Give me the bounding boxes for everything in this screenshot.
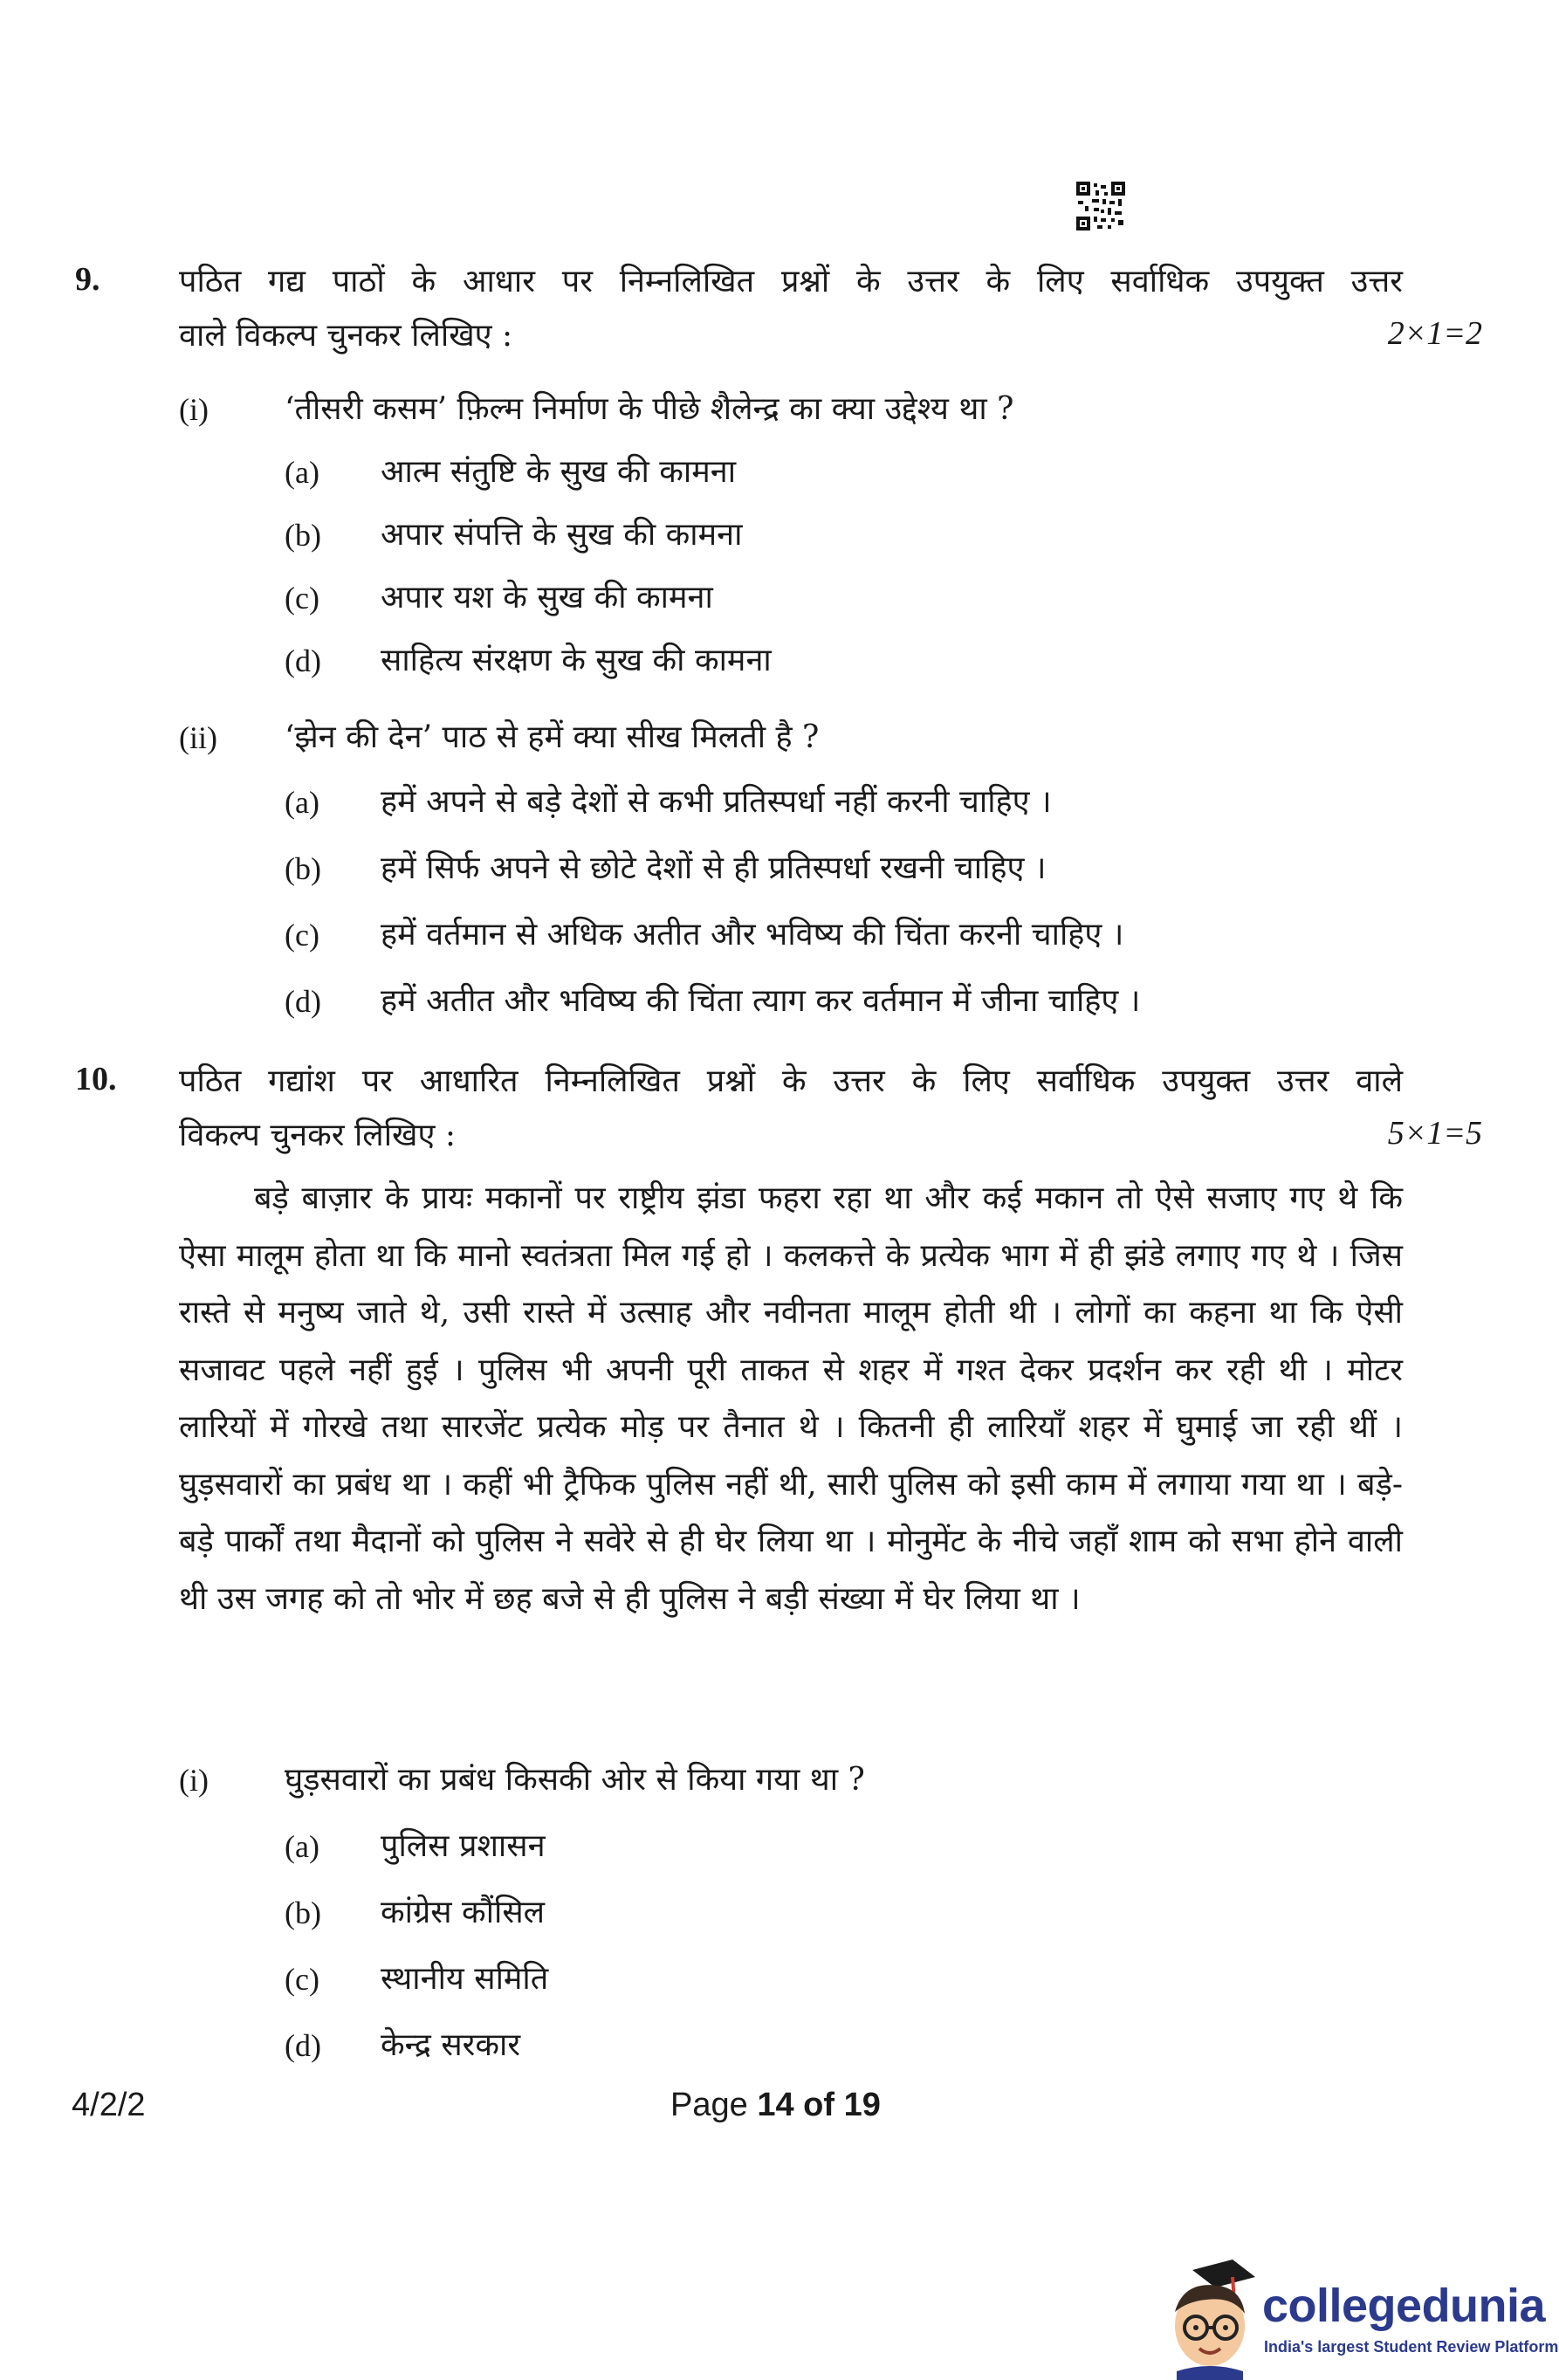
q9-sub-1-text: ‘तीसरी कसम’ फ़िल्म निर्माण के पीछे शैलेन्द्र का क्या उद्देश्य था ?: [285, 391, 1014, 427]
q10-sub-1-option-b: कांग्रेस कौंसिल: [381, 1895, 546, 1930]
q9-sub-1-option-c-letter: (c): [285, 581, 319, 616]
page-prefix: Page: [670, 2087, 758, 2123]
mascot-icon: [1157, 2251, 1262, 2380]
q10-sub-1-option-a: पुलिस प्रशासन: [381, 1828, 546, 1864]
q9-sub-2-option-c-letter: (c): [285, 918, 319, 953]
q9-sub-2-option-b-letter: (b): [285, 851, 321, 886]
question-10-instruction-line-2: विकल्प चुनकर लिखिए :: [179, 1118, 456, 1153]
question-10-passage: [179, 1170, 1403, 1627]
question-9-number: 9.: [75, 261, 100, 298]
q9-sub-1-option-d: साहित्य संरक्षण के सुख की कामना: [381, 643, 772, 678]
q10-sub-1-option-c-letter: (c): [285, 1962, 319, 1997]
question-9-instruction-line-1: पठित गद्य पाठों के आधार पर निम्नलिखित प्रश्नों के उत्तर के लिए सर्वाधिक उपयुक्त उत्तर: [179, 264, 1403, 299]
q10-sub-1-option-a-letter: (a): [285, 1829, 319, 1864]
qr-code: [1076, 182, 1125, 230]
paper-code: 4/2/2: [72, 2087, 146, 2123]
question-9-instruction-line-2: वाले विकल्प चुनकर लिखिए :: [179, 318, 513, 354]
q9-sub-2-option-d-letter: (d): [285, 984, 321, 1019]
page-of: of: [793, 2087, 844, 2123]
q9-sub-2-option-a-letter: (a): [285, 785, 319, 820]
passage-paragraph: बड़े बाज़ार के प्रायः मकानों पर राष्ट्रीय झंडा फहरा रहा था और कई मकान तो ऐसे सजाए गए थे कि ऐसा मालूम होता था कि मानो स्वतंत्रता मिल गई हो । कलकत्ते के प्रत्येक भाग में ही झंडे लगाए गए थे । जिस रास्ते से मनुष्य जाते थे, उसी रास्ते में उत्साह और नवीनता मालूम होती थी । लोगों का कहना था कि ऐसी सजावट पहले नहीं हुई । पुलिस भी अपनी पूरी ताकत से शहर में गश्त देकर प्रदर्शन कर रही थी । मोटर लारियों में गोरखे तथा सारजेंट प्रत्येक मोड़ पर तैनात थे । कितनी ही लारियाँ शहर में घुमाई जा रही थीं । घुड़सवारों का प्रबंध था । कहीं भी ट्रैफिक पुलिस नहीं थी, सारी पुलिस को इसी काम में लगाया गया था । बड़े-बड़े पार्कों तथा मैदानों को पुलिस ने सवेरे से ही घेर लिया था । मोनुमेंट के नीचे जहाँ शाम को सभा होने वाली थी उस जगह को तो भोर में छह बजे से ही पुलिस ने बड़ी संख्या में घेर लिया था ।: [179, 1180, 1403, 1617]
q10-sub-1-number: (i): [179, 1763, 209, 1798]
question-10-number: 10.: [75, 1061, 117, 1097]
q9-sub-1-option-b-letter: (b): [285, 518, 321, 553]
q9-sub-1-option-a: आत्म संतुष्टि के सुख की कामना: [381, 454, 737, 490]
q9-sub-2-text: ‘झेन की देन’ पाठ से हमें क्या सीख मिलती है ?: [285, 719, 820, 755]
q10-sub-1-text: घुड़सवारों का प्रबंध किसकी ओर से किया गया था ?: [285, 1762, 865, 1798]
q9-sub-2-option-c: हमें वर्तमान से अधिक अतीत और भविष्य की चिंता करनी चाहिए ।: [381, 917, 1124, 953]
q9-sub-2-option-d: हमें अतीत और भविष्य की चिंता त्याग कर वर्तमान में जीना चाहिए ।: [381, 983, 1141, 1019]
q9-sub-1-number: (i): [179, 392, 209, 427]
question-10-instruction-line-1: पठित गद्यांश पर आधारित निम्नलिखित प्रश्नों के उत्तर के लिए सर्वाधिक उपयुक्त उत्तर वाले: [179, 1063, 1403, 1099]
question-10-marks: 5×1=5: [1387, 1115, 1482, 1152]
collegedunia-logo: [1157, 2251, 1559, 2380]
logo-tagline: India's largest Student Review Platform: [1264, 2338, 1559, 2356]
q9-sub-1-option-a-letter: (a): [285, 455, 319, 490]
q9-sub-1-option-b: अपार संपत्ति के सुख की कामना: [381, 517, 743, 553]
page-number: [670, 2087, 881, 2124]
page-total: 19: [843, 2087, 881, 2123]
q10-sub-1-option-c: स्थानीय समिति: [381, 1961, 549, 1997]
q9-sub-2-option-a: हमें अपने से बड़े देशों से कभी प्रतिस्पर्धा नहीं करनी चाहिए ।: [381, 784, 1052, 820]
q9-sub-1-option-d-letter: (d): [285, 643, 321, 678]
question-9-marks: 2×1=2: [1387, 315, 1482, 352]
q9-sub-2-number: (ii): [179, 720, 217, 755]
logo-name: collegedunia: [1262, 2280, 1546, 2332]
q9-sub-2-option-b: हमें सिर्फ अपने से छोटे देशों से ही प्रतिस्पर्धा रखनी चाहिए ।: [381, 850, 1047, 886]
q9-sub-1-option-c: अपार यश के सुख की कामना: [381, 580, 713, 616]
q10-sub-1-option-d-letter: (d): [285, 2028, 321, 2063]
page-current: 14: [757, 2087, 794, 2123]
q10-sub-1-option-d: केन्द्र सरकार: [381, 2027, 521, 2063]
q10-sub-1-option-b-letter: (b): [285, 1895, 321, 1930]
